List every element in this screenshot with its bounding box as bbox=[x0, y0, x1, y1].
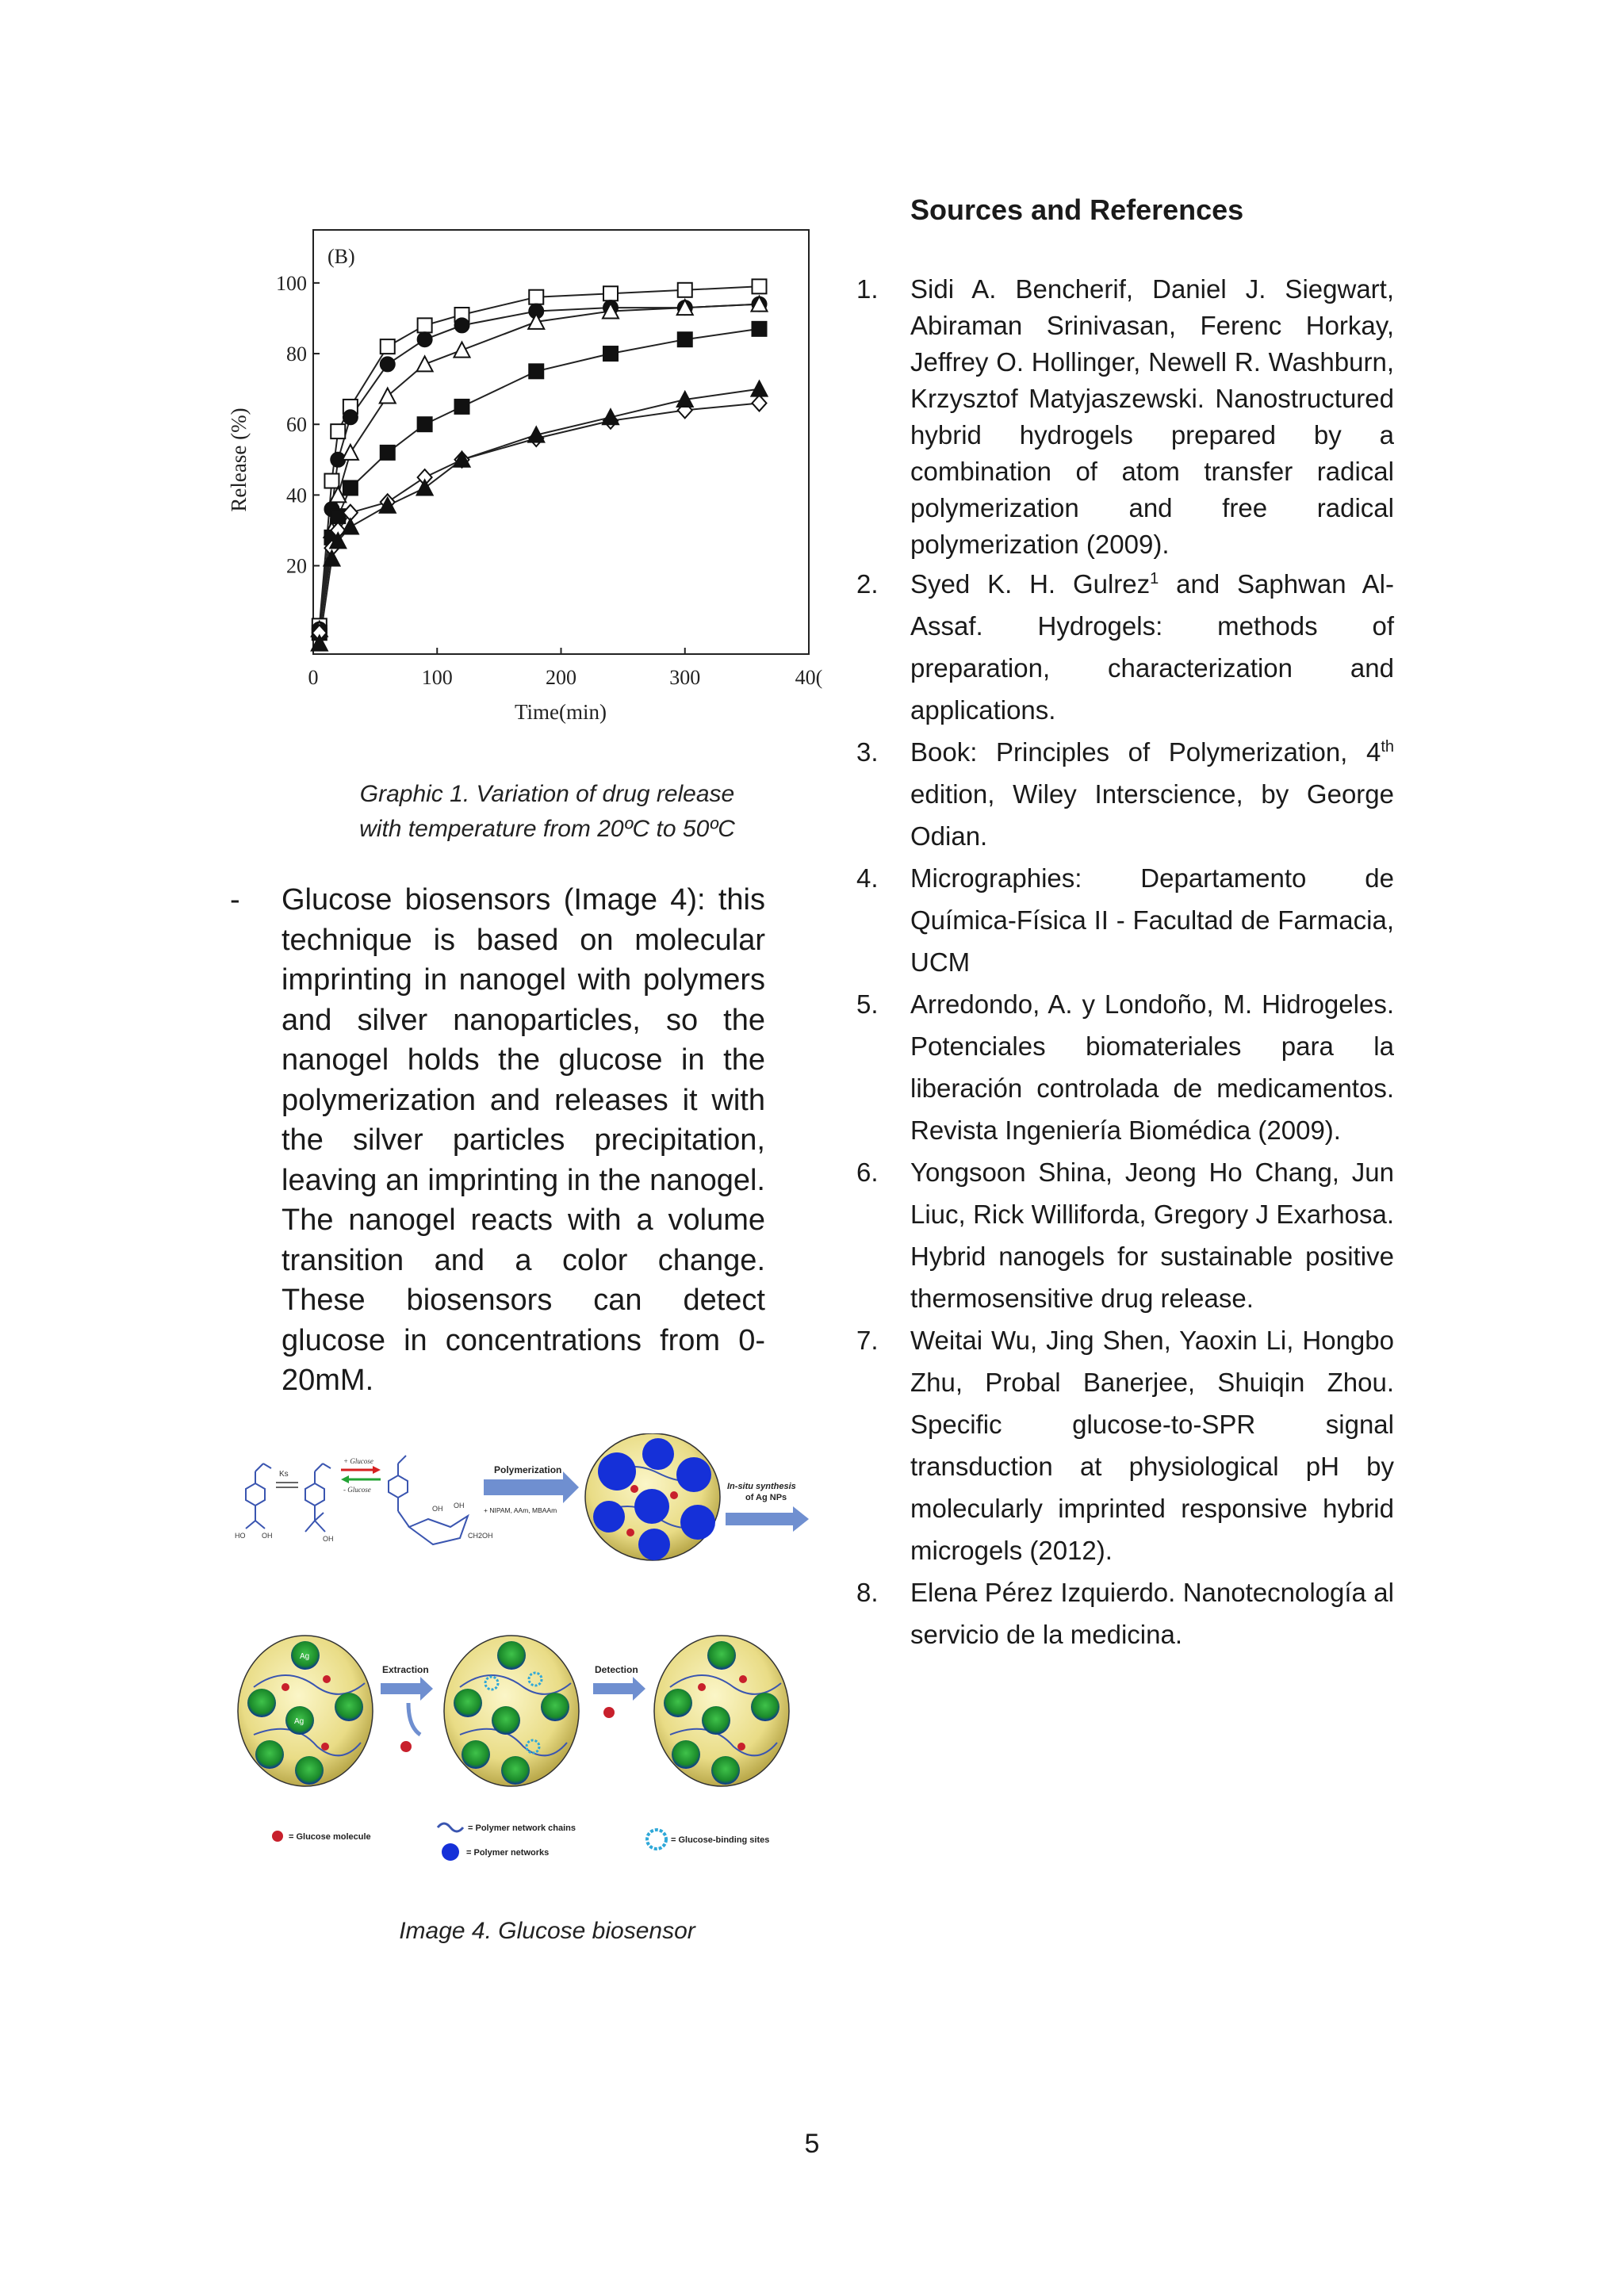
data-point-square bbox=[678, 332, 692, 346]
extracted-glucose bbox=[400, 1741, 412, 1752]
ag-label-2: Ag bbox=[294, 1717, 304, 1726]
data-point-square bbox=[603, 346, 618, 361]
data-point-triangle bbox=[454, 342, 470, 358]
data-point-circle bbox=[343, 410, 358, 424]
data-point-triangle bbox=[752, 381, 768, 396]
red-arrow-head bbox=[373, 1466, 381, 1474]
data-point-square bbox=[418, 318, 432, 332]
x-tick-label: 0 bbox=[308, 666, 319, 689]
detection-arrow bbox=[593, 1677, 645, 1701]
references-heading: Sources and References bbox=[910, 193, 1244, 226]
data-point-square bbox=[455, 400, 469, 414]
reference-superscript: 1 bbox=[1150, 570, 1159, 587]
insitu-arrow bbox=[726, 1506, 809, 1532]
extraction-arrow bbox=[381, 1677, 433, 1701]
minus-glucose-label: - Glucose bbox=[343, 1486, 371, 1494]
reference-item bbox=[856, 563, 1394, 731]
graphic-1-caption-line-1: Graphic 1. Variation of drug release bbox=[359, 781, 735, 807]
x-tick-label: 300 bbox=[669, 666, 701, 689]
data-point-triangle bbox=[417, 480, 433, 495]
data-point-circle bbox=[455, 318, 469, 332]
y-tick-label: 60 bbox=[286, 413, 307, 437]
data-point-square bbox=[381, 446, 395, 460]
data-point-square bbox=[529, 364, 543, 378]
legend-binding-icon bbox=[647, 1830, 666, 1849]
data-point-square bbox=[381, 339, 395, 354]
reference-item bbox=[856, 983, 1394, 1151]
data-point-square bbox=[678, 283, 692, 297]
reference-text: Arredondo, A. y Londoño, M. Hidrogeles. Potenciales biomateriales para la liberación controlada de medicamentos. Revista Ingeniería Biomédica (2009). bbox=[910, 989, 1394, 1145]
glucose-biosensor-svg bbox=[230, 1433, 817, 1877]
extraction-label: Extraction bbox=[382, 1664, 429, 1675]
graphic-1-caption bbox=[309, 777, 785, 847]
oh-label-3: OH bbox=[432, 1505, 443, 1513]
reference-text: Yongsoon Shina, Jeong Ho Chang, Jun Liuc, Rick Williforda, Gregory J Exarhosa. Hybrid nanogels for sustainable positive thermosensitive drug release. bbox=[910, 1158, 1394, 1313]
reference-item bbox=[856, 1571, 1394, 1655]
reference-number: 5. bbox=[856, 989, 879, 1019]
reference-number: 3. bbox=[856, 737, 879, 767]
data-point-square bbox=[343, 480, 358, 495]
chart-panel-label: (B) bbox=[327, 245, 355, 268]
reference-number: 4. bbox=[856, 863, 879, 893]
legend-chains-text: = Polymer network chains bbox=[468, 1823, 576, 1833]
reference-number: 8. bbox=[856, 1578, 879, 1607]
data-point-square bbox=[753, 322, 767, 336]
boronic-acid-molecule-2 bbox=[305, 1464, 331, 1532]
polymerization-label: Polymerization bbox=[494, 1464, 562, 1475]
y-tick-label: 40 bbox=[286, 484, 307, 507]
reference-superscript: th bbox=[1381, 738, 1394, 756]
release-chart bbox=[222, 222, 825, 745]
data-point-square bbox=[331, 424, 345, 438]
glucose-complex-molecule bbox=[389, 1456, 468, 1544]
data-point-square bbox=[331, 509, 345, 523]
reference-text-continued: edition, Wiley Interscience, by George Odian. bbox=[910, 779, 1394, 851]
chart-frame bbox=[313, 230, 809, 654]
reference-text: Book: Principles of Polymerization, 4 bbox=[910, 737, 1381, 767]
reference-number: 7. bbox=[856, 1326, 879, 1355]
x-tick-label: 40( bbox=[795, 666, 823, 689]
chart-x-axis-label: Time(min) bbox=[514, 700, 607, 724]
polymerization-arrow bbox=[484, 1471, 579, 1503]
glucose-biosensor-diagram bbox=[230, 1433, 817, 1877]
insitu-label-1: In-situ synthesis bbox=[727, 1482, 796, 1491]
insitu-label-2: of Ag NPs bbox=[745, 1493, 787, 1502]
image-4-caption: Image 4. Glucose biosensor bbox=[399, 1918, 695, 1944]
reference-item bbox=[856, 731, 1394, 857]
legend-chains-icon bbox=[438, 1823, 463, 1831]
data-point-diamond bbox=[753, 395, 767, 411]
reference-text: Weitai Wu, Jing Shen, Yaoxin Li, Hongbo Zhu, Probal Banerjee, Shuiqin Zhou. Specific glucose-to-SPR signal transduction at physiological pH by molecularly imprinted responsive hybrid microgels (2012). bbox=[910, 1326, 1394, 1565]
detection-label: Detection bbox=[595, 1664, 638, 1675]
legend-networks-icon bbox=[442, 1843, 459, 1861]
legend-binding-text: = Glucose-binding sites bbox=[671, 1835, 770, 1845]
reference-item bbox=[856, 1151, 1394, 1319]
ho-label-1: HO bbox=[235, 1532, 246, 1540]
oh-label-4: OH bbox=[454, 1502, 465, 1510]
legend-networks-text: = Polymer networks bbox=[466, 1848, 550, 1858]
nanogel-sphere-ag-2 bbox=[444, 1636, 579, 1786]
reference-text: Syed K. H. Gulrez bbox=[910, 569, 1151, 599]
ag-label-1: Ag bbox=[300, 1652, 310, 1661]
data-point-triangle bbox=[417, 356, 433, 371]
page-number: 5 bbox=[804, 2129, 820, 2159]
reagents-label: + NIPAM, AAm, MBAAm bbox=[484, 1506, 557, 1514]
legend-glucose-icon bbox=[272, 1831, 283, 1842]
legend-glucose-text: = Glucose molecule bbox=[289, 1832, 371, 1842]
reference-number: 1. bbox=[856, 274, 879, 304]
data-point-triangle bbox=[528, 427, 544, 442]
graphic-1-caption-line-2: with temperature from 20ºC to 50ºC bbox=[359, 816, 735, 842]
reference-text: Elena Pérez Izquierdo. Nanotecnología al servicio de la medicina. bbox=[910, 1578, 1394, 1649]
data-point-triangle bbox=[603, 409, 619, 424]
green-arrow-head bbox=[341, 1475, 349, 1483]
data-point-circle bbox=[381, 357, 395, 371]
reference-number: 6. bbox=[856, 1158, 879, 1187]
data-point-circle bbox=[418, 332, 432, 346]
oh-label-2: OH bbox=[323, 1535, 334, 1543]
nanogel-sphere-ag-3 bbox=[654, 1636, 789, 1786]
y-tick-label: 80 bbox=[286, 342, 307, 366]
reference-text: Sidi A. Bencherif, Daniel J. Siegwart, Abiraman Srinivasan, Ferenc Horkay, Jeffrey O. Hollinger, Newell R. Washburn, Krzysztof Matyjaszewski. Nanostructured hybrid hydrogels prepared by a combination of atom transfer radical polymerization and free radical polymerization (2009). bbox=[910, 274, 1394, 559]
data-point-square bbox=[418, 417, 432, 431]
data-point-square bbox=[324, 474, 339, 488]
ks-label: Ks bbox=[279, 1470, 289, 1479]
reference-item bbox=[856, 857, 1394, 983]
glucose-biosensor-paragraph: Glucose biosensors (Image 4): this technique is based on molecular imprinting in nanogel with polymers and silver nanoparticles, so the nanogel holds the glucose in the polymerization and releases it with the silver particles precipitation, leaving an imprinting in the nanogel. The nanogel reacts with a volume transition and a color change. These biosensors can detect glucose in concentrations from 0-20mM. bbox=[282, 883, 765, 1397]
data-point-square bbox=[753, 279, 767, 293]
release-chart-svg bbox=[222, 222, 825, 745]
oh-label-1: OH bbox=[262, 1532, 273, 1540]
reference-item bbox=[856, 271, 1394, 563]
reference-text-continued: and Saphwan Al-Assaf. Hydrogels: methods of preparation, characterization and applications. bbox=[910, 569, 1394, 725]
y-tick-label: 100 bbox=[276, 271, 307, 295]
x-tick-label: 200 bbox=[546, 666, 576, 689]
chart-y-axis-label: Release (%) bbox=[227, 408, 251, 512]
references-list bbox=[856, 271, 1394, 1655]
reference-item bbox=[856, 1319, 1394, 1571]
plus-glucose-label: + Glucose bbox=[343, 1457, 373, 1465]
reference-number: 2. bbox=[856, 569, 879, 599]
series-curve bbox=[320, 389, 760, 644]
data-point-square bbox=[603, 286, 618, 300]
y-tick-label: 20 bbox=[286, 554, 307, 578]
bullet-dash: - bbox=[230, 883, 240, 916]
nanogel-sphere-top bbox=[585, 1433, 720, 1560]
data-point-triangle bbox=[343, 445, 358, 460]
extraction-curve-arrow bbox=[408, 1703, 420, 1735]
detection-glucose bbox=[603, 1707, 615, 1718]
equilibrium-arrows bbox=[276, 1483, 298, 1487]
boronic-acid-molecule-1 bbox=[246, 1464, 271, 1529]
ch2oh-label: CH2OH bbox=[468, 1532, 493, 1540]
reference-text: Micrographies: Departamento de Química-Física II - Facultad de Farmacia, UCM bbox=[910, 863, 1394, 977]
data-point-square bbox=[529, 290, 543, 304]
x-tick-label: 100 bbox=[421, 666, 453, 689]
